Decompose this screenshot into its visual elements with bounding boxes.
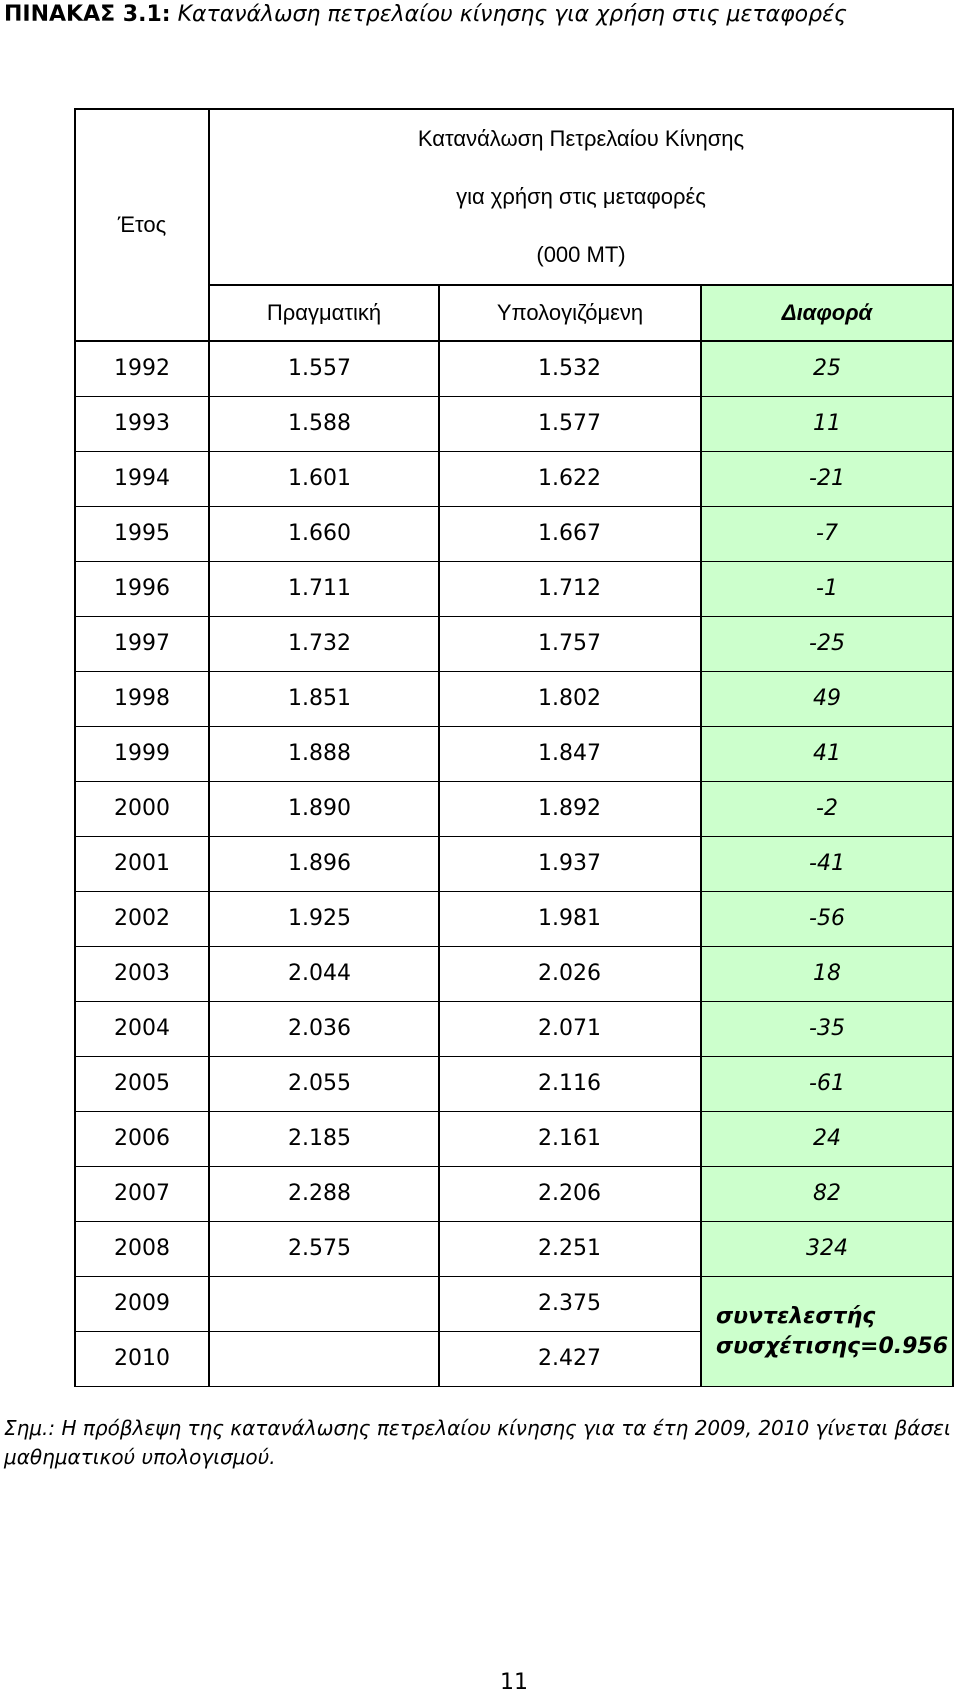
- diff-cell: -7: [701, 507, 953, 562]
- table-row: [75, 1112, 953, 1167]
- calc-cell: 1.937: [439, 837, 701, 892]
- diff-cell: -35: [701, 1002, 953, 1057]
- real-cell: 1.732: [209, 617, 439, 672]
- diff-cell: 324: [701, 1222, 953, 1277]
- year-cell: 1994: [75, 452, 209, 507]
- year-cell: 2006: [75, 1112, 209, 1167]
- main-header: [209, 109, 953, 285]
- table-row: [75, 452, 953, 507]
- real-cell: 1.896: [209, 837, 439, 892]
- calc-cell: 1.757: [439, 617, 701, 672]
- calc-cell: 2.161: [439, 1112, 701, 1167]
- real-cell: 1.660: [209, 507, 439, 562]
- main-header-line-3: (000 MT): [536, 242, 626, 267]
- real-cell: [209, 1332, 439, 1387]
- real-cell: 1.925: [209, 892, 439, 947]
- real-cell: 2.575: [209, 1222, 439, 1277]
- table-row: [75, 837, 953, 892]
- col-header-calc: Υπολογιζόμενη: [439, 285, 701, 341]
- table-row: [75, 562, 953, 617]
- calc-cell: 1.981: [439, 892, 701, 947]
- header-row-main: [75, 109, 953, 285]
- diff-cell: 41: [701, 727, 953, 782]
- year-header: Έτος: [75, 109, 209, 341]
- consumption-table-wrapper: [74, 108, 954, 1387]
- diff-cell: 24: [701, 1112, 953, 1167]
- calc-cell: 1.622: [439, 452, 701, 507]
- year-cell: 2004: [75, 1002, 209, 1057]
- real-cell: 1.601: [209, 452, 439, 507]
- diff-cell: 25: [701, 341, 953, 397]
- diff-cell: 11: [701, 397, 953, 452]
- col-header-real: Πραγματική: [209, 285, 439, 341]
- real-cell: 1.588: [209, 397, 439, 452]
- year-cell: 2009: [75, 1277, 209, 1332]
- diff-cell: -21: [701, 452, 953, 507]
- table-row: [75, 727, 953, 782]
- table-row: [75, 1167, 953, 1222]
- table-row: [75, 1057, 953, 1112]
- table-body: [75, 341, 953, 1387]
- diff-cell: -25: [701, 617, 953, 672]
- year-cell: 1998: [75, 672, 209, 727]
- real-cell: 1.711: [209, 562, 439, 617]
- year-cell: 1996: [75, 562, 209, 617]
- calc-cell: 1.892: [439, 782, 701, 837]
- correlation-note: συντελεστής συσχέτισης=0.956: [701, 1277, 953, 1387]
- calc-cell: 1.667: [439, 507, 701, 562]
- calc-cell: 1.532: [439, 341, 701, 397]
- calc-cell: 1.712: [439, 562, 701, 617]
- table-title: [4, 2, 847, 27]
- footnote: Σημ.: Η πρόβλεψη της κατανάλωσης πετρελαίου κίνησης για τα έτη 2009, 2010 γίνεται βάσει μαθηματικού υπολογισμού.: [4, 1416, 951, 1469]
- diff-cell: -56: [701, 892, 953, 947]
- calc-cell: 2.427: [439, 1332, 701, 1387]
- table-row: [75, 341, 953, 397]
- year-cell: 2002: [75, 892, 209, 947]
- real-cell: 2.185: [209, 1112, 439, 1167]
- forecast-row: [75, 1277, 953, 1332]
- calc-cell: 1.802: [439, 672, 701, 727]
- year-cell: 2008: [75, 1222, 209, 1277]
- calc-cell: 1.847: [439, 727, 701, 782]
- real-cell: 1.851: [209, 672, 439, 727]
- diff-cell: 18: [701, 947, 953, 1002]
- calc-cell: 2.251: [439, 1222, 701, 1277]
- real-cell: 2.055: [209, 1057, 439, 1112]
- real-cell: 1.557: [209, 341, 439, 397]
- consumption-table: [74, 108, 954, 1387]
- year-cell: 2010: [75, 1332, 209, 1387]
- diff-cell: 82: [701, 1167, 953, 1222]
- year-cell: 1993: [75, 397, 209, 452]
- calc-cell: 2.071: [439, 1002, 701, 1057]
- year-cell: 1992: [75, 341, 209, 397]
- table-row: [75, 507, 953, 562]
- diff-cell: -41: [701, 837, 953, 892]
- main-header-line-1: Κατανάλωση Πετρελαίου Κίνησης: [417, 126, 745, 151]
- year-cell: 2007: [75, 1167, 209, 1222]
- year-cell: 2000: [75, 782, 209, 837]
- table-title-prefix: ΠΙΝΑΚΑΣ 3.1:: [4, 2, 171, 27]
- year-cell: 1995: [75, 507, 209, 562]
- year-cell: 2003: [75, 947, 209, 1002]
- year-cell: 2001: [75, 837, 209, 892]
- main-header-line-2: για χρήση στις μεταφορές: [456, 184, 706, 209]
- real-cell: 2.044: [209, 947, 439, 1002]
- diff-cell: 49: [701, 672, 953, 727]
- calc-cell: 1.577: [439, 397, 701, 452]
- table-row: [75, 672, 953, 727]
- calc-cell: 2.026: [439, 947, 701, 1002]
- real-cell: 1.888: [209, 727, 439, 782]
- table-row: [75, 892, 953, 947]
- year-cell: 1999: [75, 727, 209, 782]
- table-row: [75, 617, 953, 672]
- real-cell: 1.890: [209, 782, 439, 837]
- diff-cell: -61: [701, 1057, 953, 1112]
- table-row: [75, 1002, 953, 1057]
- calc-cell: 2.116: [439, 1057, 701, 1112]
- page-number: 11: [500, 1670, 528, 1695]
- col-header-diff: Διαφορά: [701, 285, 953, 341]
- real-cell: 2.036: [209, 1002, 439, 1057]
- real-cell: [209, 1277, 439, 1332]
- calc-cell: 2.375: [439, 1277, 701, 1332]
- diff-cell: -1: [701, 562, 953, 617]
- table-row: [75, 397, 953, 452]
- table-row: [75, 782, 953, 837]
- table-row: [75, 947, 953, 1002]
- year-cell: 2005: [75, 1057, 209, 1112]
- table-row: [75, 1222, 953, 1277]
- table-title-text: Κατανάλωση πετρελαίου κίνησης για χρήση στις μεταφορές: [177, 2, 847, 27]
- calc-cell: 2.206: [439, 1167, 701, 1222]
- year-cell: 1997: [75, 617, 209, 672]
- diff-cell: -2: [701, 782, 953, 837]
- real-cell: 2.288: [209, 1167, 439, 1222]
